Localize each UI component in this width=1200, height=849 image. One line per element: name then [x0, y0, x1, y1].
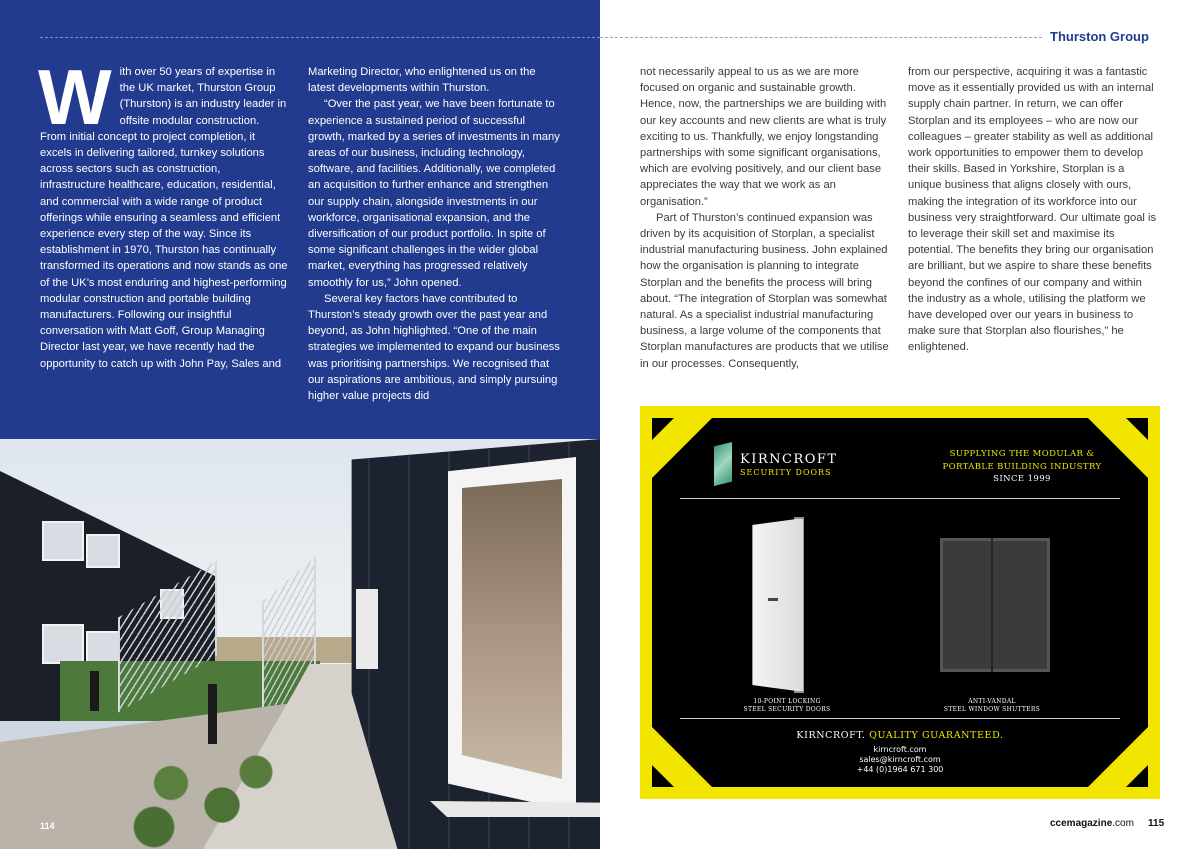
header-rule: [600, 37, 1042, 38]
ad-email: sales@kirncroft.com: [859, 755, 941, 764]
product-caption-doors: 10-POINT LOCKING STEEL SECURITY DOORS: [743, 698, 831, 713]
footer-site: ccemagazine.com: [1050, 818, 1134, 829]
page-number: 114: [40, 821, 55, 831]
paragraph: “Over the past year, we have been fortunate to experience a sustained period of successful growth, marked by a series of investments in many areas of our business, including technology, software, and facilities. Additionally, we completed an acquisition to further enhance and strengthen our supply chain, alongside investments in our workforce, organisational expansion, and the diversification of our product portfolio. In spite of some significant challenges in the wider global market, everything has progressed relatively smoothly for us,” John opened.: [308, 98, 560, 289]
page-number: 115: [1148, 818, 1165, 829]
paragraph: not necessarily appeal to us as we are more focused on organic and sustainable growth. Hence, now, the partnerships we are building with our key accounts and new clients are what is truly exciting to us. Thankfully, we enjoy longstanding partnerships with some significant organisations, which are evolving positively, and our client base appreciates the way that we work as an organisation.”: [640, 66, 887, 208]
article-column-2: [308, 64, 563, 404]
ad-website: kirncroft.com: [873, 745, 927, 754]
ad-phone: +44 (0)1964 671 300: [856, 765, 944, 774]
building-photo: [0, 439, 600, 849]
ad-brand: KIRNCROFT: [740, 452, 838, 467]
window-shutter-image: [940, 538, 1050, 672]
security-door-image: [752, 518, 804, 692]
article-column-3: [640, 64, 892, 372]
article-column-1: [38, 53, 288, 372]
drop-cap: W: [38, 53, 112, 141]
ad-brand-sub: SECURITY DOORS: [740, 468, 832, 477]
ad-headline: SUPPLYING THE MODULAR & PORTABLE BUILDING INDUSTRY: [942, 449, 1102, 472]
paragraph: Several key factors have contributed to Thurston’s steady growth over the past year and beyond, as John highlighted. “One of the main strategies we implemented to expand our business was prioritising partnerships. We recognised that our aspirations are ambitious, and simply pursuing higher value projects did: [308, 292, 560, 403]
section-label: Thurston Group: [1050, 29, 1149, 44]
ad-divider: [680, 498, 1120, 499]
ad-contact: [652, 745, 1148, 775]
paragraph: ith over 50 years of expertise in the UK market, Thurston Group (Thurston) is an industry leader in offsite modular construction. From initial concept to project completion, it excels in delivering tailored, turnkey solutions across sectors such as construction, infrastructure healthcare, education, residential, and commercial with a wide range of product offerings while ensuring a seamless and efficient experience every step of the way. Since its establishment in 1970, Thurston has continually transformed its operations and now stands as one of the UK’s most enduring and highest-performing modular construction and portable building manufacturers. Following our insightful conversation with Matt Goff, Group Managing Director last year, we have recently had the opportunity to catch up with John Pay, Sales and: [40, 66, 288, 370]
article-column-4: [908, 64, 1160, 356]
paragraph: Part of Thurston’s continued expansion was driven by its acquisition of Storplan, a specialist industrial manufacturing business. John explained how the organisation is planning to integrate Storplan and the benefits the process will bring about. “The integration of Storplan was somewhat natural. As a specialist industrial manufacturing business, a large volume of the components that Storplan manufactures are products that we utilise in our processes. Consequently,: [640, 211, 889, 370]
kirncroft-logo-icon: [714, 442, 732, 486]
kirncroft-advert: [640, 406, 1160, 799]
ad-since: SINCE 1999: [993, 474, 1051, 484]
ad-tagline: KIRNCROFT. QUALITY GUARANTEED.: [796, 730, 1004, 741]
right-page: [600, 0, 1200, 849]
paragraph: Marketing Director, who enlightened us on the latest developments within Thurston.: [308, 66, 536, 95]
header-rule: [40, 37, 600, 38]
paragraph: from our perspective, acquiring it was a fantastic move as it essentially provided us with an internal supply chain partner. In return, we can offer Storplan and its employees – who are now our colleagues – greater stability as well as additional work opportunities to empower them to develop their skills. Based in Yorkshire, Storplan is a unique business that aligns closely with ours, making the integration of its workforce into our business very straightforward. Our ultimate goal is to leverage their skill set and maximise its potential. The benefits they bring our organisation are brilliant, but we aspire to share these benefits beyond the confines of our company and within the industry as a whole, utilising the platform we have developed over our years in business to make sure that Storplan also flourishes,” he enlightened.: [908, 66, 1157, 354]
product-caption-shutters: ANTI-VANDAL STEEL WINDOW SHUTTERS: [943, 698, 1041, 713]
ad-divider: [680, 718, 1120, 719]
